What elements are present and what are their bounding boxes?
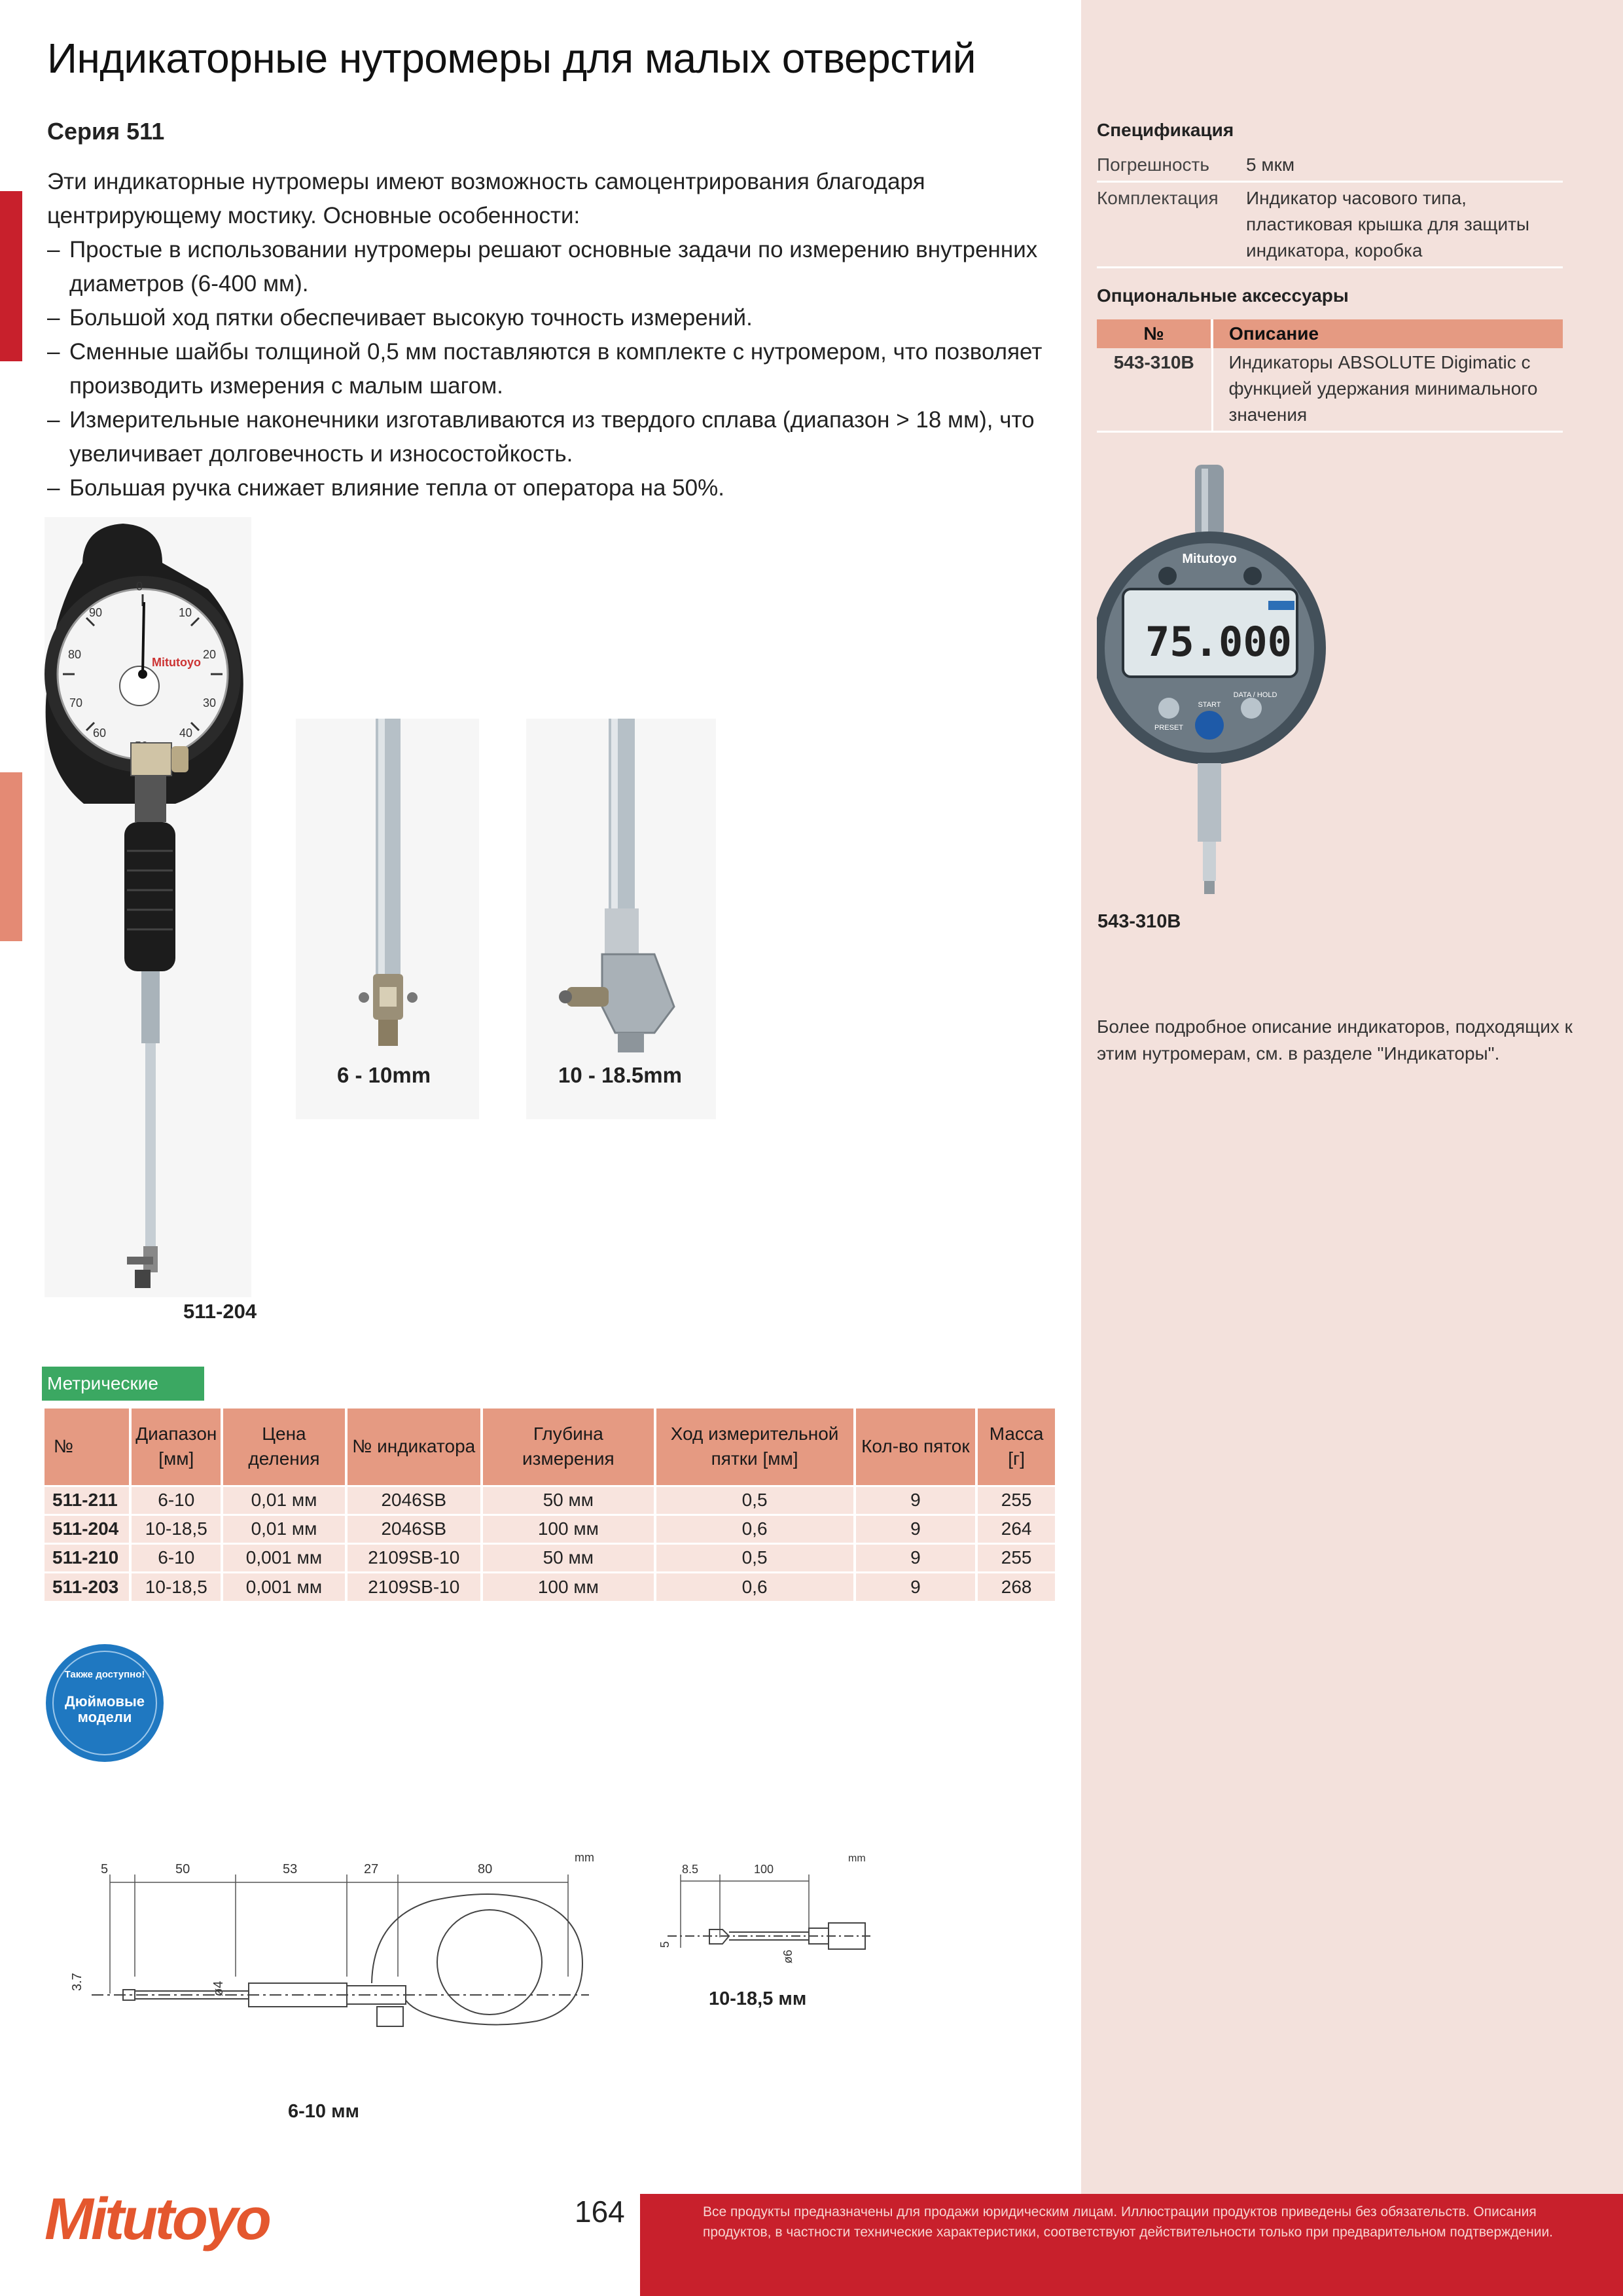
table-cell: 268: [976, 1572, 1056, 1601]
feature-bullet: – Сменные шайбы толщиной 0,5 мм поставляются в комплекте с нутромером, что позволяет производить измерения с малым шагом.: [47, 339, 1043, 399]
accessories-table: [1097, 319, 1563, 433]
table-cell: 0,5: [655, 1543, 855, 1572]
col-header: Диапазон [мм]: [130, 1408, 222, 1486]
svg-text:100: 100: [754, 1863, 774, 1876]
table-cell: 50 мм: [482, 1486, 655, 1515]
col-header: №: [1097, 319, 1212, 348]
table-cell: 511-211: [45, 1486, 130, 1515]
table-cell: 0,6: [655, 1515, 855, 1543]
mitutoyo-logo: Mitutoyo: [45, 2187, 269, 2252]
table-row: [45, 1486, 1056, 1515]
footer-disclaimer: Все продукты предназначены для продажи юридическим лицам. Иллюстрации продуктов приведены без обязательств. Описания продуктов, в частности технические характеристики, соответствуют действительности только при предварительном подтверждении.: [703, 2204, 1554, 2240]
col-header: Масса [г]: [976, 1408, 1056, 1486]
models-table: [45, 1408, 1058, 1601]
accessory-code: 543-310B: [1097, 348, 1212, 432]
svg-text:80: 80: [478, 1862, 493, 1876]
main-photo-caption: 511-204: [183, 1300, 257, 1323]
col-header: № индикатора: [346, 1408, 482, 1486]
svg-text:53: 53: [283, 1862, 298, 1876]
table-cell: 6-10: [130, 1543, 222, 1572]
col-header: Глубина измерения: [482, 1408, 655, 1486]
svg-text:80: 80: [68, 648, 82, 661]
specification-table: [1097, 149, 1563, 268]
dial-brand: Mitutoyo: [152, 656, 201, 669]
col-header: Кол-во пяток: [855, 1408, 977, 1486]
spec-key: Комплектация: [1097, 182, 1246, 268]
table-cell: 2109SB-10: [346, 1543, 482, 1572]
table-cell: 100 мм: [482, 1572, 655, 1601]
table-cell: 10-18,5: [130, 1572, 222, 1601]
col-header: Цена деления: [222, 1408, 346, 1486]
bore-gauge-photo: [45, 517, 251, 1297]
table-row: [1097, 348, 1563, 432]
intro-text: [47, 165, 1068, 505]
dimension-drawing-6-10: [65, 1846, 602, 2042]
sidebar-note: Более подробное описание индикаторов, подходящих к этим нутромерам, см. в разделе "Индикаторы".: [1097, 1016, 1573, 1064]
svg-text:60: 60: [93, 726, 107, 740]
badge-top-text: Также доступно!: [64, 1669, 145, 1680]
svg-text:PRESET: PRESET: [1154, 724, 1184, 732]
table-cell: 0,6: [655, 1572, 855, 1601]
feature-bullet: – Простые в использовании нутромеры решают основные задачи по измерению внутренних диаметров (6-400 мм).: [47, 237, 1038, 296]
table-header-row: [45, 1408, 1056, 1486]
indicator-brand: Mitutoyo: [1182, 552, 1237, 566]
table-cell: 0,01 мм: [222, 1515, 346, 1543]
table-cell: 10-18,5: [130, 1515, 222, 1543]
head-6-10-caption: 6 - 10mm: [337, 1063, 431, 1087]
digital-indicator-photo: [1097, 458, 1332, 903]
table-cell: 255: [976, 1543, 1056, 1572]
table-cell: 9: [855, 1572, 977, 1601]
accessory-description: Индикаторы ABSOLUTE Digimatic с функцией удержания минимального значения: [1212, 348, 1563, 432]
spec-row: [1097, 182, 1563, 268]
measuring-head-10-18-photo: [526, 719, 716, 1119]
intro-lead: Эти индикаторные нутромеры имеют возможность самоцентрирования благодаря центрирующему мостику. Основные особенности:: [47, 169, 925, 228]
svg-text:0: 0: [136, 580, 143, 593]
table-cell: 2046SB: [346, 1486, 482, 1515]
specification-heading: Спецификация: [1097, 120, 1234, 140]
table-cell: 9: [855, 1515, 977, 1543]
table-cell: 264: [976, 1515, 1056, 1543]
svg-text:30: 30: [203, 696, 217, 709]
svg-text:mm: mm: [575, 1851, 594, 1864]
head-10-18-caption: 10 - 18.5mm: [558, 1063, 682, 1087]
series-label: Серия 511: [47, 118, 165, 145]
col-header: Описание: [1212, 319, 1563, 348]
svg-text:40: 40: [179, 726, 193, 740]
table-cell: 511-203: [45, 1572, 130, 1601]
table-row: [45, 1543, 1056, 1572]
svg-text:20: 20: [203, 648, 217, 661]
table-cell: 9: [855, 1486, 977, 1515]
svg-text:ø4: ø4: [211, 1981, 226, 1996]
svg-text:27: 27: [364, 1862, 379, 1876]
table-cell: 0,5: [655, 1486, 855, 1515]
table-cell: 511-210: [45, 1543, 130, 1572]
col-header: Ход измерительной пятки [мм]: [655, 1408, 855, 1486]
svg-text:5: 5: [658, 1941, 671, 1948]
drawing-6-10-caption: 6-10 мм: [288, 2101, 360, 2122]
table-cell: 6-10: [130, 1486, 222, 1515]
indicator-caption: 543-310B: [1097, 911, 1181, 932]
indicator-display: 75.000: [1145, 618, 1292, 666]
spec-key: Погрешность: [1097, 149, 1246, 182]
accessories-heading: Опциональные аксессуары: [1097, 285, 1349, 306]
table-cell: 100 мм: [482, 1515, 655, 1543]
svg-text:START: START: [1198, 701, 1221, 709]
table-header-row: [1097, 319, 1563, 348]
page-title: Индикаторные нутромеры для малых отверстий: [47, 35, 976, 82]
spec-row: [1097, 149, 1563, 182]
table-cell: 9: [855, 1543, 977, 1572]
svg-text:5: 5: [101, 1862, 109, 1876]
table-cell: 511-204: [45, 1515, 130, 1543]
feature-bullet: – Большая ручка снижает влияние тепла от оператора на 50%.: [47, 475, 724, 501]
table-cell: 50 мм: [482, 1543, 655, 1572]
table-cell: 2046SB: [346, 1515, 482, 1543]
svg-text:mm: mm: [848, 1853, 866, 1864]
page-number: 164: [575, 2195, 625, 2229]
table-cell: 0,001 мм: [222, 1572, 346, 1601]
spec-value: Индикатор часового типа, пластиковая крышка для защиты индикатора, коробка: [1246, 182, 1563, 268]
chapter-edge-tab: [0, 191, 22, 361]
spec-value: 5 мкм: [1246, 149, 1563, 182]
feature-bullet: – Большой ход пятки обеспечивает высокую точность измерений.: [47, 305, 753, 331]
table-cell: 0,01 мм: [222, 1486, 346, 1515]
svg-text:70: 70: [69, 696, 83, 709]
svg-text:10: 10: [179, 606, 192, 619]
svg-text:90: 90: [89, 606, 103, 619]
inch-models-badge[interactable]: [46, 1644, 164, 1762]
svg-text:DATA / HOLD: DATA / HOLD: [1233, 691, 1277, 699]
measuring-head-6-10-photo: [296, 719, 479, 1119]
svg-text:50: 50: [175, 1862, 190, 1876]
metric-tag: Метрические: [42, 1367, 204, 1401]
table-row: [45, 1572, 1056, 1601]
feature-bullet: – Измерительные наконечники изготавливаются из твердого сплава (диапазон > 18 мм), что увеличивает долговечность и износостойкость.: [47, 407, 1035, 467]
svg-text:8.5: 8.5: [682, 1863, 699, 1876]
dimension-drawing-10-18: [654, 1846, 877, 1977]
section-edge-tab: [0, 772, 22, 941]
drawing-10-18-caption: 10-18,5 мм: [709, 1988, 807, 2009]
table-cell: 255: [976, 1486, 1056, 1515]
svg-text:ø6: ø6: [781, 1949, 794, 1964]
table-row: [45, 1515, 1056, 1543]
badge-main-text: Дюймовые модели: [65, 1693, 145, 1725]
table-cell: 0,001 мм: [222, 1543, 346, 1572]
svg-text:3.7: 3.7: [70, 1973, 84, 1991]
table-cell: 2109SB-10: [346, 1572, 482, 1601]
col-header: №: [45, 1408, 130, 1486]
